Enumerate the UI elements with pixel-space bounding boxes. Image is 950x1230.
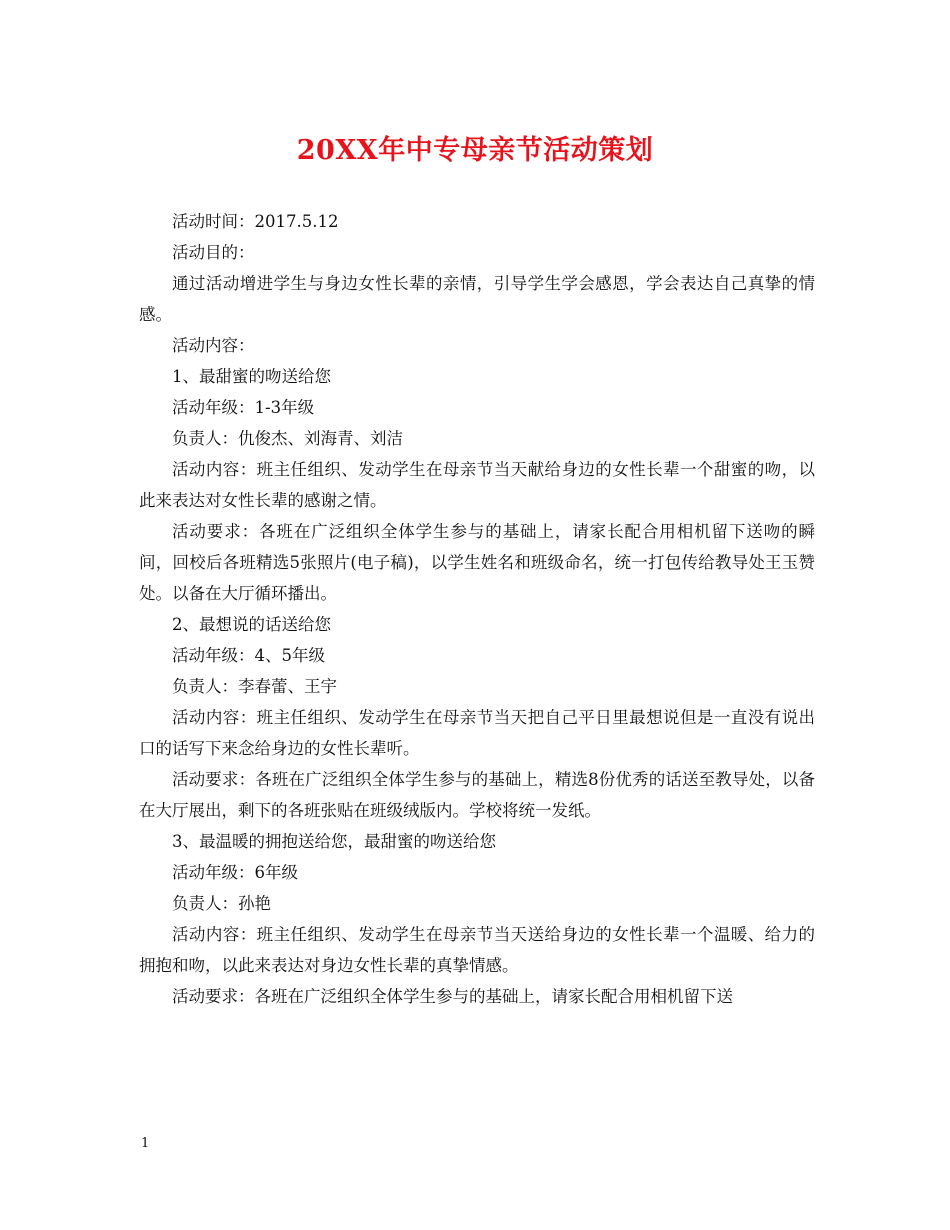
paragraph: 活动年级：1-3年级 [172,398,315,417]
paragraph: 3、最温暖的拥抱送给您，最甜蜜的吻送给您 [172,832,496,851]
paragraph: 活动时间：2017.5.12 [172,212,339,231]
paragraph: 活动要求：各班在广泛组织全体学生参与的基础上，请家长配合用相机留下送吻的瞬间，回校后各班精选5张照片(电子稿)，以学生姓名和班级命名，统一打包传给教导处王玉赞处。以备在大厅循环播出。 [139,522,815,603]
paragraph: 活动要求：各班在广泛组织全体学生参与的基础上，精选8份优秀的话送至教导处，以备在大厅展出，剩下的各班张贴在班级绒版内。学校将统一发纸。 [139,770,815,820]
paragraph: 通过活动增进学生与身边女性长辈的亲情，引导学生学会感恩，学会表达自己真挚的情感。 [139,274,815,324]
paragraph: 1、最甜蜜的吻送给您 [172,367,331,386]
paragraph: 活动要求：各班在广泛组织全体学生参与的基础上，请家长配合用相机留下送 [172,987,733,1006]
paragraph: 活动内容：班主任组织、发动学生在母亲节当天送给身边的女性长辈一个温暖、给力的拥抱和吻，以此来表达对身边女性长辈的真挚情感。 [139,925,815,975]
document-title: 20XX年中专母亲节活动策划 [296,135,654,166]
paragraph: 负责人：李春蕾、王宇 [172,677,337,696]
document-body [139,206,815,1012]
paragraph: 活动内容：班主任组织、发动学生在母亲节当天献给身边的女性长辈一个甜蜜的吻，以此来表达对女性长辈的感谢之情。 [139,460,815,510]
paragraph: 活动年级：4、5年级 [172,646,325,665]
page-number: 1 [141,1136,150,1151]
paragraph: 负责人：孙艳 [172,894,271,913]
paragraph: 2、最想说的话送给您 [172,615,331,634]
paragraph: 负责人：仇俊杰、刘海青、刘洁 [172,429,403,448]
paragraph: 活动内容： [172,336,255,355]
paragraph: 活动内容：班主任组织、发动学生在母亲节当天把自己平日里最想说但是一直没有说出口的话写下来念给身边的女性长辈听。 [139,708,815,758]
paragraph: 活动目的： [172,243,255,262]
paragraph: 活动年级：6年级 [172,863,298,882]
